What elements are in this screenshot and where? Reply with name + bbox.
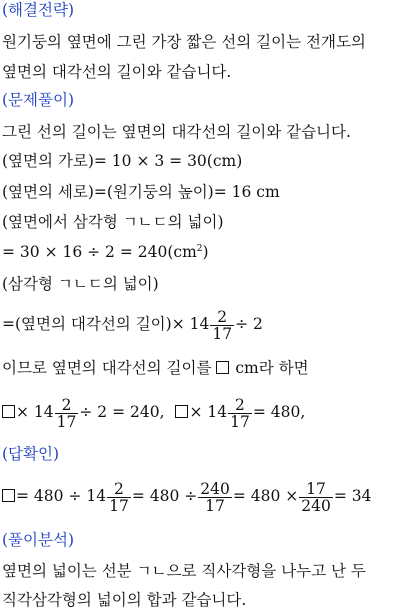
analysis-line-2: 직각삼각형의 넓이의 합과 같습니다. xyxy=(2,591,247,609)
triangle-equation xyxy=(2,304,263,344)
height-label: (옆면의 세로)=(원기둥의 높이) xyxy=(2,183,214,201)
eq1-factor: × 14 xyxy=(16,403,54,421)
check-equation xyxy=(2,476,371,516)
divide-two: ÷ 2 xyxy=(235,315,263,333)
area-equation xyxy=(2,242,209,262)
analysis-line-1: 옆면의 넓이는 선분 ㄱㄴ으로 직사각형을 나누고 난 두 xyxy=(2,562,366,580)
area-expression: = 30 × 16 ÷ 2 = 240 xyxy=(2,243,168,261)
equations-line xyxy=(2,392,305,432)
strategy-line-1: 원기둥의 옆면에 그린 가장 짧은 선의 길이는 전개도의 xyxy=(2,33,366,51)
blank-box-icon xyxy=(175,405,188,418)
solution-heading: (문제풀이) xyxy=(2,91,74,109)
area-unit: $(cm^2)$ xyxy=(167,243,209,261)
width-label: (옆면의 가로) xyxy=(2,152,94,170)
width-unit: (cm) xyxy=(206,152,243,170)
fraction-2-17: $\frac{2}{17}$ xyxy=(230,395,250,431)
check-heading: (답확인) xyxy=(2,445,60,463)
blank-box-icon xyxy=(2,489,15,502)
strategy-line-2: 옆면의 대각선의 길이와 같습니다. xyxy=(2,63,232,81)
check-expr-c: = 480 × xyxy=(232,487,299,505)
area-label: (옆면에서 삼각형 ㄱㄴㄷ의 넓이) xyxy=(2,213,224,231)
check-expr-a: = 480 ÷ 14 xyxy=(16,487,107,505)
strategy-heading: (해결전략) xyxy=(2,1,74,19)
intro-unit-text: cm라 하면 xyxy=(235,359,309,377)
check-expr-d: = 34 xyxy=(333,487,372,505)
eq2-factor: × 14 xyxy=(189,403,228,421)
fraction-2-17: $\frac{2}{17}$ xyxy=(212,307,233,343)
triangle-label: (삼각형 ㄱㄴㄷ의 넓이) xyxy=(2,275,159,293)
analysis-heading: (풀이분석) xyxy=(2,531,74,549)
fraction-2-17: $\frac{2}{17}$ xyxy=(109,479,129,515)
height-expression: = 16 cm xyxy=(213,183,280,201)
fraction-2-17: $\frac{2}{17}$ xyxy=(56,395,77,431)
intro-text: 이므로 옆면의 대각선의 길이를 xyxy=(2,359,212,377)
width-equation xyxy=(2,151,242,171)
solution-line-1: 그린 선의 길이는 옆면의 대각선의 길이와 같습니다. xyxy=(2,123,351,141)
blank-box-icon xyxy=(2,405,15,418)
check-expr-b: = 480 ÷ xyxy=(131,487,198,505)
triangle-expression: =(옆면의 대각선의 길이)× 14 xyxy=(2,315,210,333)
intro-line xyxy=(2,358,309,378)
fraction-17-240: $\frac{17}{240}$ xyxy=(301,479,331,515)
fraction-240-17: $\frac{240}{17}$ xyxy=(200,479,230,515)
eq1-tail: ÷ 2 = 240, xyxy=(79,403,165,421)
height-equation xyxy=(2,182,280,202)
width-expression: = 10 × 3 = 30 xyxy=(93,152,207,170)
eq2-tail: = 480, xyxy=(252,403,306,421)
blank-box-icon xyxy=(216,361,229,374)
